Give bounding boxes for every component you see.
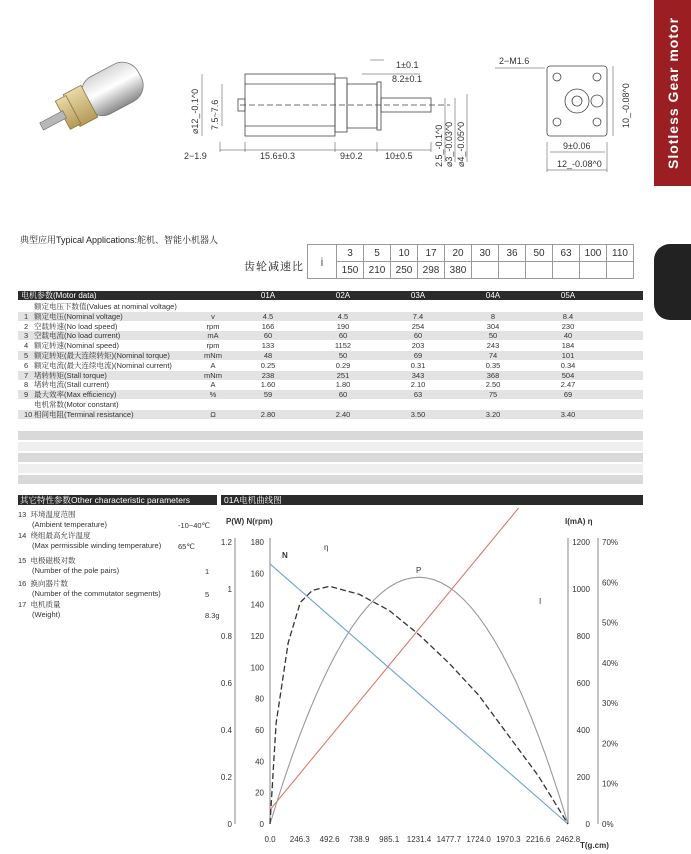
ratio-cell: 17 [418,245,445,262]
row-value: 60 [338,390,348,400]
row-unit: A [210,380,216,390]
i-tick-label: 600 [576,679,590,688]
row-value: 48 [263,351,273,360]
param-cn: 环境温度范围 [30,510,76,519]
series-i-label: I [539,597,542,606]
motor-data-row [18,331,643,340]
row-value: 1.60 [260,380,276,390]
motor-data-row [18,322,643,331]
row-label: 额定电压(Nominal voltage) [34,311,123,321]
dim-bearing-dia: ⌀4_-0.05^0 [456,121,466,167]
row-label: 电机常数(Motor constant) [34,400,119,409]
param-cn: 电极磁极对数 [30,556,76,565]
row-number: 5 [24,351,29,360]
section-tab [654,244,691,320]
n-tick-label: 180 [250,538,264,547]
row-value: 0.31 [410,360,426,370]
ratio-cell: 380 [445,262,472,279]
i-tick-label: 0 [585,820,590,829]
row-value: 3.50 [410,409,426,419]
ratio-cell [499,262,526,279]
row-value: 4.5 [262,311,274,321]
row-value: 238 [261,370,275,380]
row-value: 8.4 [562,311,574,321]
row-number: 8 [24,380,29,390]
row-number: 1 [24,311,29,321]
i-tick-label: 1200 [572,538,590,547]
row-label: 空载电流(No load current) [34,331,121,341]
row-value: 166 [261,321,275,331]
row-unit: mNm [204,351,222,360]
dim-gear-length: 8.2±0.1 [392,74,422,84]
param-en: (Number of the pole pairs) [32,566,120,575]
ratio-cell: 50 [526,245,553,262]
row-label: 相间电阻(Terminal resistance) [34,409,134,419]
motor-data-row [18,371,643,380]
row-value: 1152 [334,341,352,351]
row-value: 0.34 [560,360,576,370]
motor-data-row [18,302,643,311]
ratio-cell [580,262,607,279]
ratio-cell [526,262,553,279]
series-n-line [270,564,568,824]
ratio-cell: 250 [391,262,418,279]
i-tick-label: 200 [576,773,590,782]
x-tick-label: 492.6 [319,835,340,844]
dim-hole-pitch: 9±0.06 [563,141,591,151]
dim-shaft-flat: 2.5_-0.1^0 [434,124,444,167]
n-tick-label: 60 [255,726,264,735]
param-number: 16 [18,579,27,588]
row-value: 60 [263,331,273,341]
series-p-line [270,577,568,824]
ratio-cell: 298 [418,262,445,279]
dim-height: 10_-0.08^0 [621,83,631,128]
p-tick-label: 1.2 [220,538,232,547]
row-number: 7 [24,370,29,380]
param-item [18,556,119,576]
x-tick-label: 738.9 [349,835,370,844]
row-number: 3 [24,331,29,341]
row-value: 0.25 [260,360,276,370]
series-tab [654,0,691,186]
x-tick-label: 1724.0 [466,835,491,844]
row-label: 空载转速(No load speed) [34,321,118,331]
dim-gearbox-length: 9±0.2 [340,151,363,161]
row-value: 75 [488,390,498,400]
model-03a: 03A [410,291,426,300]
row-value: 59 [263,390,273,400]
i-tick-label: 400 [576,726,590,735]
dim-width: 12_-0.08^0 [557,159,602,169]
ratio-cell [607,262,634,279]
param-cn: 绕组最高允许温度 [30,531,91,540]
param-value: 8.3g [205,611,220,620]
row-value: 368 [486,370,500,380]
dim-flange: 1±0.1 [396,60,419,70]
model-02a: 02A [335,291,351,300]
x-tick-label: 2462.8 [555,835,581,844]
ratio-cell: 3 [337,245,364,262]
x-tick-label: 1970.3 [496,835,521,844]
dim-thread: 2−M1.6 [499,56,530,66]
n-tick-label: 0 [259,820,264,829]
p-tick-label: 0.2 [220,773,232,782]
series-n-label: N [282,551,288,560]
param-en: (Max permissible winding temperature) [32,541,162,550]
chart-title: 01A电机曲线图 [221,495,643,505]
eta-tick-label: 20% [602,739,619,749]
row-value: 2.40 [335,409,351,419]
n-tick-label: 160 [250,569,264,579]
motor-data-row [18,410,643,419]
row-unit: A [210,360,216,370]
ratio-cell: 110 [607,245,634,262]
param-item [18,600,61,620]
row-value: 69 [413,351,423,360]
motor-data-row [18,351,643,360]
ratio-cell [472,262,499,279]
x-tick-label: 985.1 [379,835,400,844]
ratio-cell: 210 [364,262,391,279]
series-eta-line [270,586,568,824]
p-tick-label: 0.8 [220,632,232,641]
ratio-cell: 20 [445,245,472,262]
ratio-cell: 5 [364,245,391,262]
motor-side-drawing [180,42,500,172]
y-right-label: I(mA) η [565,517,593,526]
row-unit: mNm [204,370,222,380]
n-tick-label: 20 [255,788,264,798]
y-left-label: P(W) N(rpm) [226,517,273,526]
row-value: 2.80 [260,409,276,419]
row-value: 50 [338,351,348,360]
p-tick-label: 0.6 [220,679,232,688]
gear-ratio-label: 齿轮减速比 [244,261,304,273]
row-value: 251 [336,370,350,380]
row-value: 74 [488,351,498,360]
other-params-header [18,495,643,505]
row-number: 6 [24,360,29,370]
row-value: 60 [413,331,423,341]
row-value: 4.5 [337,311,349,321]
row-value: 243 [486,341,500,351]
motor-data-row [18,400,643,409]
param-item [18,510,107,530]
row-value: 0.29 [335,360,351,370]
row-number: 2 [24,321,29,331]
blank-row [18,453,643,462]
param-number: 13 [18,510,27,519]
row-value: 2.47 [560,380,576,390]
row-unit: rpm [206,321,220,331]
n-tick-label: 120 [250,632,264,641]
row-label: 额定转速(Nominal speed) [34,341,120,351]
row-value: 7.4 [412,311,424,321]
blank-row [18,464,643,473]
n-tick-label: 140 [250,600,264,610]
param-cn: 电机质量 [30,600,61,609]
param-value: 65℃ [178,542,195,551]
row-label: 堵转转矩(Stall torque) [34,370,107,380]
param-value: 5 [205,590,210,599]
row-value: 63 [413,390,423,400]
ratio-cell: 10 [391,245,418,262]
param-item [18,579,161,599]
row-value: 69 [563,390,573,400]
row-unit: Ω [210,409,216,419]
eta-tick-label: 60% [602,578,619,588]
dim-flat: 7.5~7.6 [210,99,220,130]
gear-ratio-table [307,244,634,279]
row-label: 堵转电流(Stall current) [34,380,110,390]
row-value: 60 [338,331,348,341]
row-value: 2.50 [485,380,501,390]
p-tick-label: 1 [227,585,232,594]
p-tick-label: 0.4 [220,726,232,735]
x-tick-label: 0.0 [264,835,276,844]
row-unit: rpm [206,341,220,351]
motor-data-row [18,312,643,321]
row-value: 254 [411,321,425,331]
blank-row [18,431,643,440]
ratio-cell: 36 [499,245,526,262]
x-tick-label: 1231.4 [406,835,432,844]
motor-data-row [18,341,643,350]
i-tick-label: 800 [576,632,590,641]
row-value: 101 [561,351,575,360]
eta-tick-label: 0% [602,820,614,829]
eta-tick-label: 70% [602,538,619,547]
row-number: 4 [24,341,29,351]
row-unit: % [209,390,217,400]
row-value: 504 [561,370,575,380]
row-value: 304 [486,321,500,331]
row-value: 184 [561,341,575,351]
row-value: 50 [488,331,498,341]
row-value: 133 [261,341,275,351]
row-value: 190 [336,321,350,331]
param-number: 17 [18,600,27,609]
blank-row [18,475,643,484]
eta-tick-label: 40% [602,658,619,668]
row-unit: v [211,311,215,321]
param-item [18,531,161,551]
row-label: 额定转矩(最大连续转矩)(Nominal torque) [34,351,170,360]
param-en: (Number of the commutator segments) [32,589,161,598]
row-value: 3.40 [560,409,576,419]
param-number: 14 [18,531,27,540]
n-tick-label: 80 [255,694,264,704]
series-tab-title: Slotless Gear motor [664,16,681,170]
other-params-title: 其它特性参数Other characteristic parameters [18,495,217,505]
row-value: 2.10 [410,380,426,390]
dim-shaft-length: 10±0.5 [385,151,413,161]
dim-shaft-dia: ⌀3_-0.03^0 [444,121,454,167]
motor-data-row [18,390,643,399]
series-p-label: P [416,566,422,575]
ratio-symbol: i [308,245,337,279]
x-tick-label: 2216.6 [525,835,551,844]
motor-photo [30,50,160,160]
row-value: 3.20 [485,409,501,419]
performance-chart [220,508,640,854]
typical-applications: 典型应用Typical Applications:舵机、智能小机器人 [20,235,219,245]
motor-front-drawing [495,42,645,182]
model-01a: 01A [260,291,276,300]
dim-pin-width: 2−1.9 [184,151,207,161]
row-number: 10 [24,409,33,419]
row-label: 最大效率(Max efficiency) [34,390,117,400]
ratio-cell [553,262,580,279]
eta-tick-label: 30% [602,699,619,709]
x-tick-label: 246.3 [289,835,310,844]
ratio-cell: 30 [472,245,499,262]
blank-row [18,442,643,451]
series-i-line [270,508,568,810]
p-tick-label: 0 [227,820,232,829]
row-value: 8 [490,311,496,321]
i-tick-label: 1000 [572,585,590,594]
row-value: 343 [411,370,425,380]
row-number: 9 [24,390,29,400]
eta-tick-label: 50% [602,618,619,628]
param-value: 1 [205,567,210,576]
motor-data-row [18,380,643,389]
param-en: (Ambient temperature) [32,520,108,529]
row-value: 0.35 [485,360,501,370]
model-04a: 04A [485,291,501,300]
x-tick-label: 1477.7 [436,835,462,844]
row-value: 230 [561,321,575,331]
motor-data-row [18,361,643,370]
dim-body-length: 15.6±0.3 [260,151,295,161]
n-tick-label: 40 [255,757,264,767]
dim-diameter: ⌀12_-0.1^0 [190,88,200,134]
series-eta-label: η [324,543,329,552]
row-label: 额定电压下数值(Values at nominal voltage) [34,302,177,311]
row-value: 1.80 [335,380,351,390]
model-05a: 05A [560,291,576,300]
row-unit: mA [207,331,219,341]
row-value: 203 [411,341,425,351]
x-axis-label: T(g.cm) [580,841,609,850]
param-value: -10~40℃ [178,521,210,530]
param-cn: 换向器片数 [30,579,69,588]
eta-tick-label: 10% [602,779,619,789]
ratio-cell: 100 [580,245,607,262]
n-tick-label: 100 [250,663,264,673]
motor-data-header [18,291,643,300]
param-en: (Weight) [32,610,61,619]
param-number: 15 [18,556,27,565]
row-value: 40 [563,331,573,341]
ratio-cell: 63 [553,245,580,262]
row-label: 额定电流(最大连续电流)(Nominal current) [34,360,172,370]
ratio-cell: 150 [337,262,364,279]
motor-data-title: 电机参数(Motor data) [21,291,97,300]
